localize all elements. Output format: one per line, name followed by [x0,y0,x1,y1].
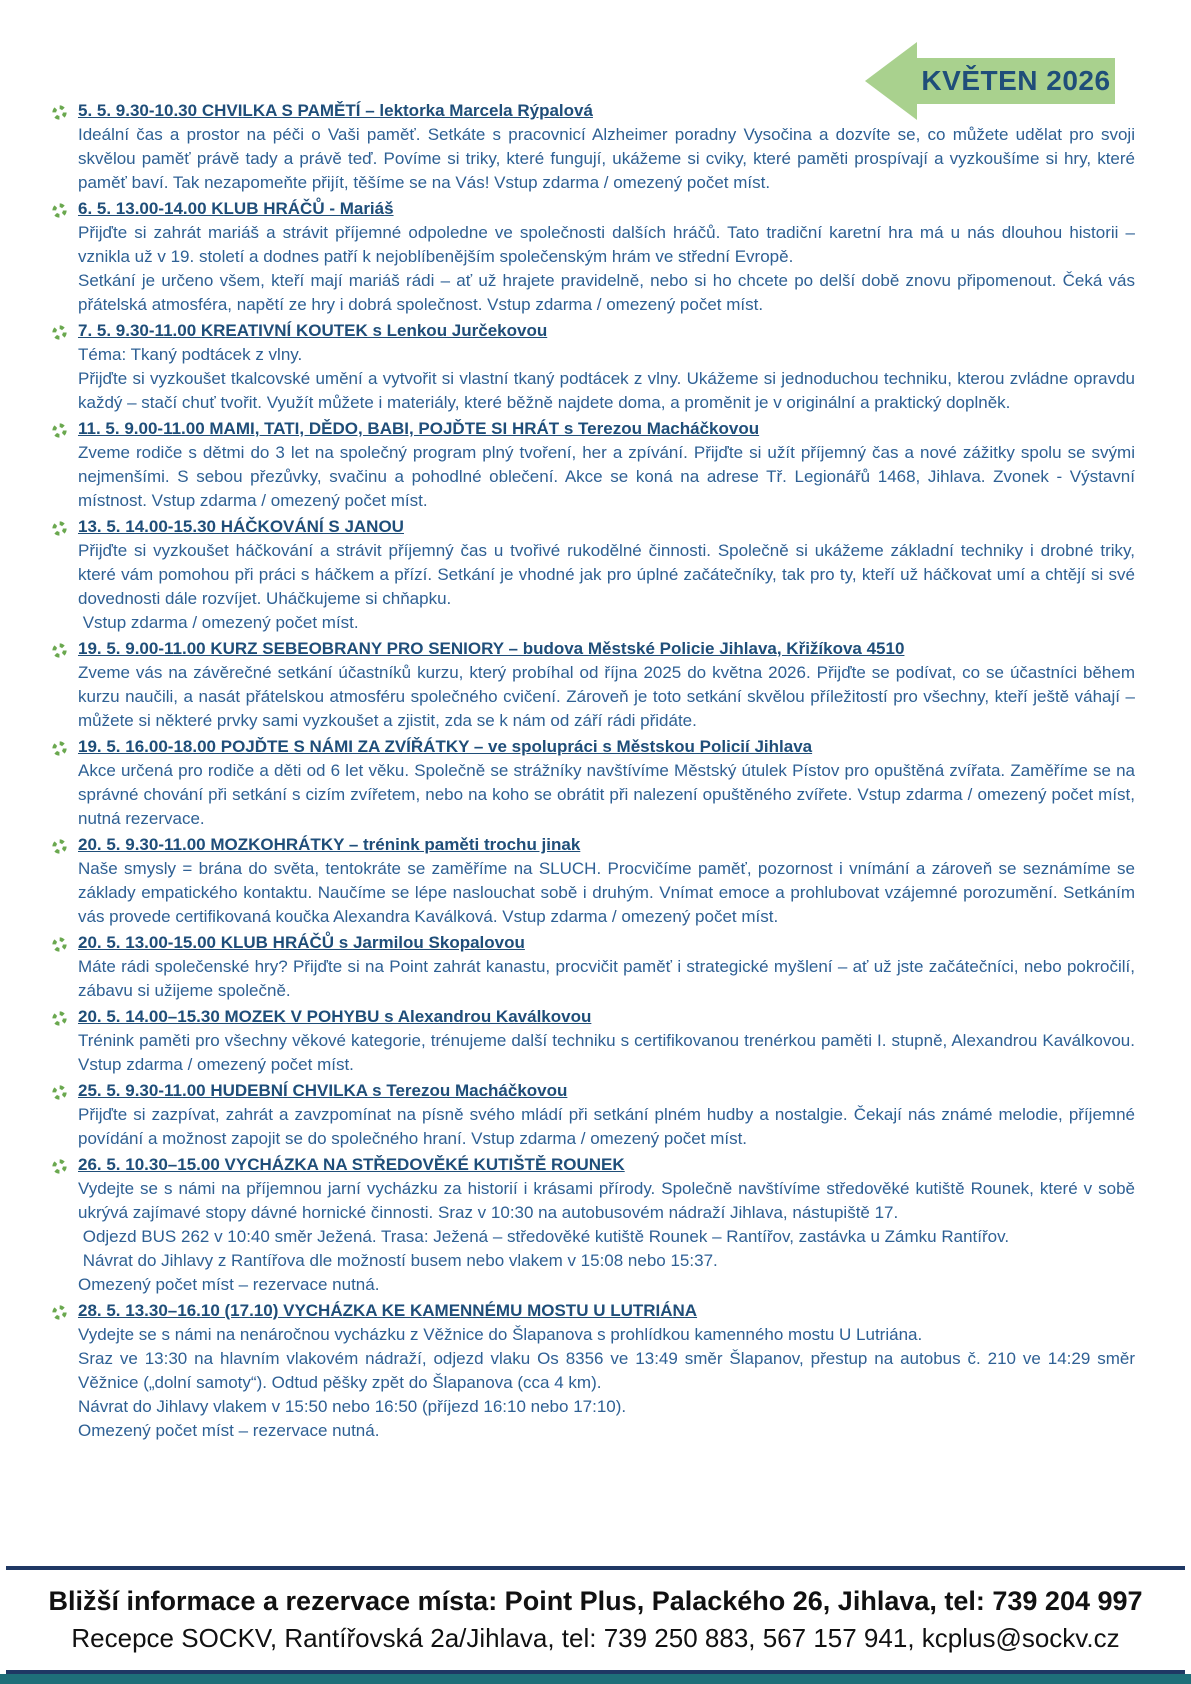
event-title: 19. 5. 9.00-11.00 KURZ SEBEOBRANY PRO SENIORY – budova Městské Policie Jihlava, Křižíkova 4510 [78,639,905,658]
event-item [52,1079,1135,1151]
event-title: 20. 5. 13.00-15.00 KLUB HRÁČŮ s Jarmilou Skopalovou [78,933,525,952]
event-item [52,417,1135,513]
event-item [52,833,1135,929]
event-description: Zveme vás na závěrečné setkání účastníků kurzu, který probíhal od října 2025 do května 2026. Přijďte se podívat, co se účastníci během kurzu naučili, a nasát přátelskou atmosféru společného cvičení. Zároveň je toto setkání skvělou příležitostí pro všechny, kteří ještě váhají – můžete si některé prvky sami vyzkoušet a zjistit, zda se k nám od září rádi přidáte. [78,663,1135,730]
event-title: 6. 5. 13.00-14.00 KLUB HRÁČŮ - Mariáš [78,199,394,218]
event-description: Téma: Tkaný podtácek z vlny. [78,345,303,364]
event-title: 13. 5. 14.00-15.30 HÁČKOVÁNÍ S JANOU [78,517,404,536]
event-description: Přijďte si zahrát mariáš a strávit příjemné odpoledne ve společnosti dalších hráčů. Tato tradiční karetní hra má u nás dlouhou historii – vznikla už v 19. století a dodnes patří k nejoblíbenějším společenským hrám ve střední Evropě. [78,223,1135,266]
event-title: 25. 5. 9.30-11.00 HUDEBNÍ CHVILKA s Terezou Macháčkovou [78,1081,568,1100]
sockv-logo-icon [52,325,67,340]
sockv-logo-icon [52,105,67,120]
sockv-logo-icon [52,937,67,952]
footer-contact-line: Bližší informace a rezervace místa: Point Plus, Palackého 26, Jihlava, tel: 739 204 997 [48,1586,1143,1616]
sockv-logo-icon [52,521,67,536]
event-item [52,515,1135,635]
event-item [52,319,1135,415]
event-title: 20. 5. 9.30-11.00 MOZKOHRÁTKY – trénink paměti trochu jinak [78,835,581,854]
event-description: Trénink paměti pro všechny věkové kategorie, trénujeme další techniku s certifikovanou trenérkou paměti I. stupně, Alexandrou Kaválkovou. Vstup zdarma / omezený počet míst. [78,1031,1135,1074]
event-description: Ideální čas a prostor na péči o Vaši paměť. Setkáte s pracovnicí Alzheimer poradny Vysočina a dozvíte se, co můžete udělat pro svoji skvělou paměť právě tady a právě teď. Povíme si triky, které fungují, ukážeme si cviky, které paměti prospívají a vyzkoušíme si hry, které paměť baví. Tak nezapomeňte přijít, těšíme se na Vás! Vstup zdarma / omezený počet míst. [78,125,1135,192]
event-description: Přijďte si vyzkoušet háčkování a strávit příjemný čas u tvořivé rukodělné činnosti. Společně si ukážeme základní techniky i drobné triky, které vám pomohou při práci s háčkem a přízí. Setkání je vhodné jak pro úplné začátečníky, tak pro ty, kteří už háčkovat umí a chtějí si své dovednosti dále rozvíjet. Uháčkujeme si chňapku. [78,541,1135,608]
event-description: Naše smysly = brána do světa, tentokráte se zaměříme na SLUCH. Procvičíme paměť, pozornost i vnímání a zároveň se seznámíme se základy empatického kontaktu. Naučíme se lépe naslouchat sobě i druhým. Vnímat emoce a prohlubovat vzájemné porozumění. Setkáním vás provede certifikovaná koučka Alexandra Kaválková. Vstup zdarma / omezený počet míst. [78,859,1135,926]
event-item [52,1153,1135,1297]
footer-reception-line: Recepce SOCKV, Rantířovská 2a/Jihlava, tel: 739 250 883, 567 157 941, kcplus@sockv.cz [71,1623,1120,1653]
event-item [52,1299,1135,1443]
event-title: 20. 5. 14.00–15.30 MOZEK V POHYBU s Alexandrou Kaválkovou [78,1007,592,1026]
event-description: Vstup zdarma / omezený počet míst. [78,613,359,632]
event-item [52,931,1135,1003]
event-title: 19. 5. 16.00-18.00 POJĎTE S NÁMI ZA ZVÍŘÁTKY – ve spolupráci s Městskou Policií Jihlava [78,737,813,756]
event-description: Vydejte se s námi na nenáročnou vycházku z Věžnice do Šlapanova s prohlídkou kamenného mostu U Lutriána. [78,1325,923,1344]
event-description: Setkání je určeno všem, kteří mají mariáš rádi – ať už hrajete pravidelně, nebo si ho chcete po delší době znovu připomenout. Čeká vás přátelská atmosféra, napětí ze hry i dobrá společnost. Vstup zdarma / omezený počet míst. [78,271,1135,314]
event-description: Přijďte si zazpívat, zahrát a zavzpomínat na písně svého mládí při setkání plném hudby a nostalgie. Čekají nás známé melodie, příjemné povídání a možnost zapojit se do společného hraní. Vstup zdarma / omezený počet míst. [78,1105,1135,1148]
sockv-logo-icon [52,1159,67,1174]
event-title: 28. 5. 13.30–16.10 (17.10) VYCHÁZKA KE KAMENNÉMU MOSTU U LUTRIÁNA [78,1301,698,1320]
event-description: Omezený počet míst – rezervace nutná. [78,1421,380,1440]
event-title: 26. 5. 10.30–15.00 VYCHÁZKA NA STŘEDOVĚKÉ KUTIŠTĚ ROUNEK [78,1155,625,1174]
event-item [52,99,1135,195]
event-description: Zveme rodiče s dětmi do 3 let na společný program plný tvoření, her a zpívání. Přijďte si užít příjemný čas a nové zážitky spolu se svými nejmenšími. S sebou přezůvky, svačinu a pohodlné oblečení. Akce se koná na adrese Tř. Legionářů 1468, Jihlava. Zvonek - Výstavní místnost. Vstup zdarma / omezený počet míst. [78,443,1135,510]
event-item [52,637,1135,733]
event-title: 11. 5. 9.00-11.00 MAMI, TATI, DĚDO, BABI, POJĎTE SI HRÁT s Terezou Macháčkovou [78,419,760,438]
event-description: Vydejte se s námi na příjemnou jarní vycházku za historií i krásami přírody. Společně navštívíme středověké kutiště Rounek, které v sobě ukrývá zajímavé stopy dávné hornické činnosti. Sraz v 10:30 na autobusovém nádraží Jihlava, nástupiště 17. [78,1179,1135,1222]
month-banner-label: KVĚTEN 2026 [921,65,1111,96]
sockv-logo-icon [52,839,67,854]
sockv-logo-icon [52,1011,67,1026]
sockv-logo-icon [52,1085,67,1100]
event-description: Sraz ve 13:30 na hlavním vlakovém nádraží, odjezd vlaku Os 8356 ve 13:49 směr Šlapanov, přestup na autobus č. 210 ve 14:29 směr Věžnice („dolní samoty“). Odtud pěšky zpět do Šlapanova (cca 4 km). [78,1349,1135,1392]
contact-footer [0,1566,1191,1674]
event-description: Máte rádi společenské hry? Přijďte si na Point zahrát kanastu, procvičit paměť i strategické myšlení – ať už jste začátečníci, nebo pokročilí, zábavu si užijeme společně. [78,957,1135,1000]
event-description: Návrat do Jihlavy vlakem v 15:50 nebo 16:50 (příjezd 16:10 nebo 17:10). [78,1397,627,1416]
event-description: Přijďte si vyzkoušet tkalcovské umění a vytvořit si vlastní tkaný podtácek z vlny. Ukážeme si jednoduchou techniku, kterou zvládne opravdu každý – stačí chuť tvořit. Využít můžete i materiály, které běžně najdete doma, a proměnit je v originální a praktický doplněk. [78,369,1135,412]
sockv-logo-icon [52,1305,67,1320]
event-list [52,97,1135,1443]
divider-top [6,1566,1185,1570]
event-description: Omezený počet míst – rezervace nutná. [78,1275,380,1294]
event-item [52,1005,1135,1077]
event-title: 5. 5. 9.30-10.30 CHVILKA S PAMĚTÍ – lektorka Marcela Rýpalová [78,101,593,120]
sockv-logo-icon [52,203,67,218]
event-description: Odjezd BUS 262 v 10:40 směr Ježená. Trasa: Ježená – středověké kutiště Rounek – Rantířov, zastávka u Zámku Rantířov. [78,1227,1010,1246]
sockv-logo-icon [52,741,67,756]
event-title: 7. 5. 9.30-11.00 KREATIVNÍ KOUTEK s Lenkou Jurčekovou [78,321,548,340]
event-description: Návrat do Jihlavy z Rantířova dle možností busem nebo vlakem v 15:08 nebo 15:37. [78,1251,718,1270]
bottom-color-band [0,1674,1191,1684]
sockv-logo-icon [52,643,67,658]
sockv-logo-icon [52,423,67,438]
event-item [52,735,1135,831]
event-item [52,197,1135,317]
event-description: Akce určená pro rodiče a děti od 6 let věku. Společně se strážníky navštívíme Městský útulek Pístov pro opuštěná zvířata. Zaměříme se na správné chování při setkání s cizím zvířetem, nebo na koho se obrátit při nalezení opuštěného zvířete. Vstup zdarma / omezený počet míst, nutná rezervace. [78,761,1135,828]
